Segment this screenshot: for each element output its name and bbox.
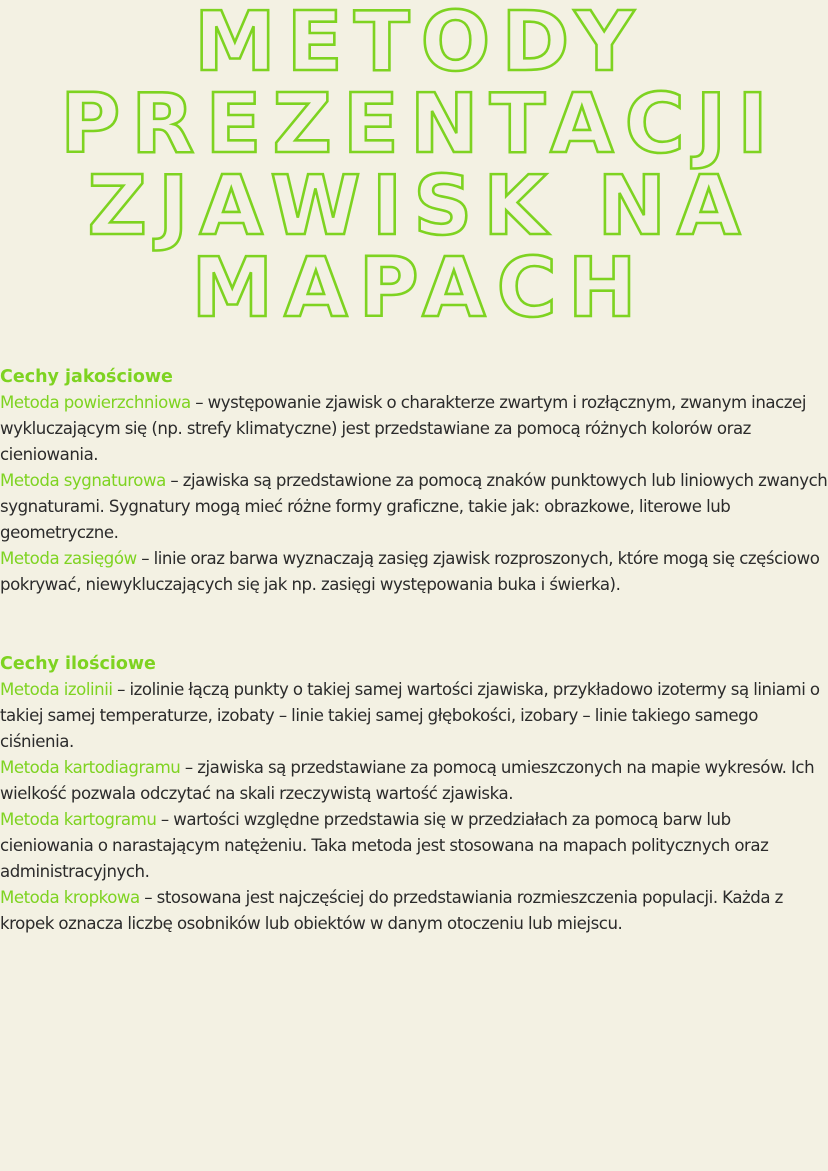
method-term: Metoda sygnaturowa: [0, 471, 166, 490]
title-line: ZJAWISK NA: [87, 159, 752, 254]
content: [0, 364, 828, 937]
title-line: METODY: [194, 0, 645, 90]
method-term: Metoda kartogramu: [0, 810, 157, 829]
method-description: – zjawiska są przedstawione za pomocą znaków punktowych lub liniowych zwanych sygnaturami. Sygnatury mogą mieć różne formy graficzne, takie jak: obrazkowe, literowe lub geometryczne.: [0, 471, 828, 542]
method-description: – występowanie zjawisk o charakterze zwartym i rozłącznym, zwanym inaczej wykluczającym się (np. strefy klimatyczne) jest przedstawiane za pomocą różnych kolorów oraz cieniowania.: [0, 393, 806, 464]
method-description: – wartości względne przedstawia się w przedziałach za pomocą barw lub cieniowania o narastającym natężeniu. Taka metoda jest stosowana na mapach politycznych oraz administracyjnych.: [0, 810, 769, 881]
section-spacer: [0, 598, 828, 651]
method-entry: [0, 885, 828, 937]
page-title: [0, 0, 828, 336]
method-entry: [0, 807, 828, 885]
method-term: Metoda izolinii: [0, 680, 113, 699]
method-description: – zjawiska są przedstawiane za pomocą umieszczonych na mapie wykresów. Ich wielkość pozwala odczytać na skali rzeczywistą wartość zjawiska.: [0, 758, 815, 803]
method-entry: [0, 390, 828, 468]
method-description: – izolinie łączą punkty o takiej samej wartości zjawiska, przykładowo izotermy są liniami o takiej samej temperaturze, izobaty – linie takiej samej głębokości, izobary – linie takiego samego ciśnienia.: [0, 680, 820, 751]
method-entry: [0, 677, 828, 755]
method-term: Metoda powierzchniowa: [0, 393, 191, 412]
method-entry: [0, 755, 828, 807]
method-description: – linie oraz barwa wyznaczają zasięg zjawisk rozproszonych, które mogą się częściowo pokrywać, niewykluczających się jak np. zasięgi występowania buka i świerka).: [0, 549, 820, 594]
method-entry: [0, 546, 828, 598]
section-qualitative: [0, 364, 828, 598]
method-term: Metoda zasięgów: [0, 549, 137, 568]
method-term: Metoda kropkowa: [0, 888, 140, 907]
title-line: MAPACH: [191, 241, 648, 336]
title-line: PREZENTACJI: [60, 77, 779, 172]
section-heading: Cechy ilościowe: [0, 654, 156, 674]
section-quantitative: [0, 651, 828, 937]
method-description: – stosowana jest najczęściej do przedstawiania rozmieszczenia populacji. Każda z kropek oznacza liczbę osobników lub obiektów w danym otoczeniu lub miejscu.: [0, 888, 783, 933]
method-term: Metoda kartodiagramu: [0, 758, 181, 777]
section-heading: Cechy jakościowe: [0, 367, 173, 387]
method-entry: [0, 468, 828, 546]
